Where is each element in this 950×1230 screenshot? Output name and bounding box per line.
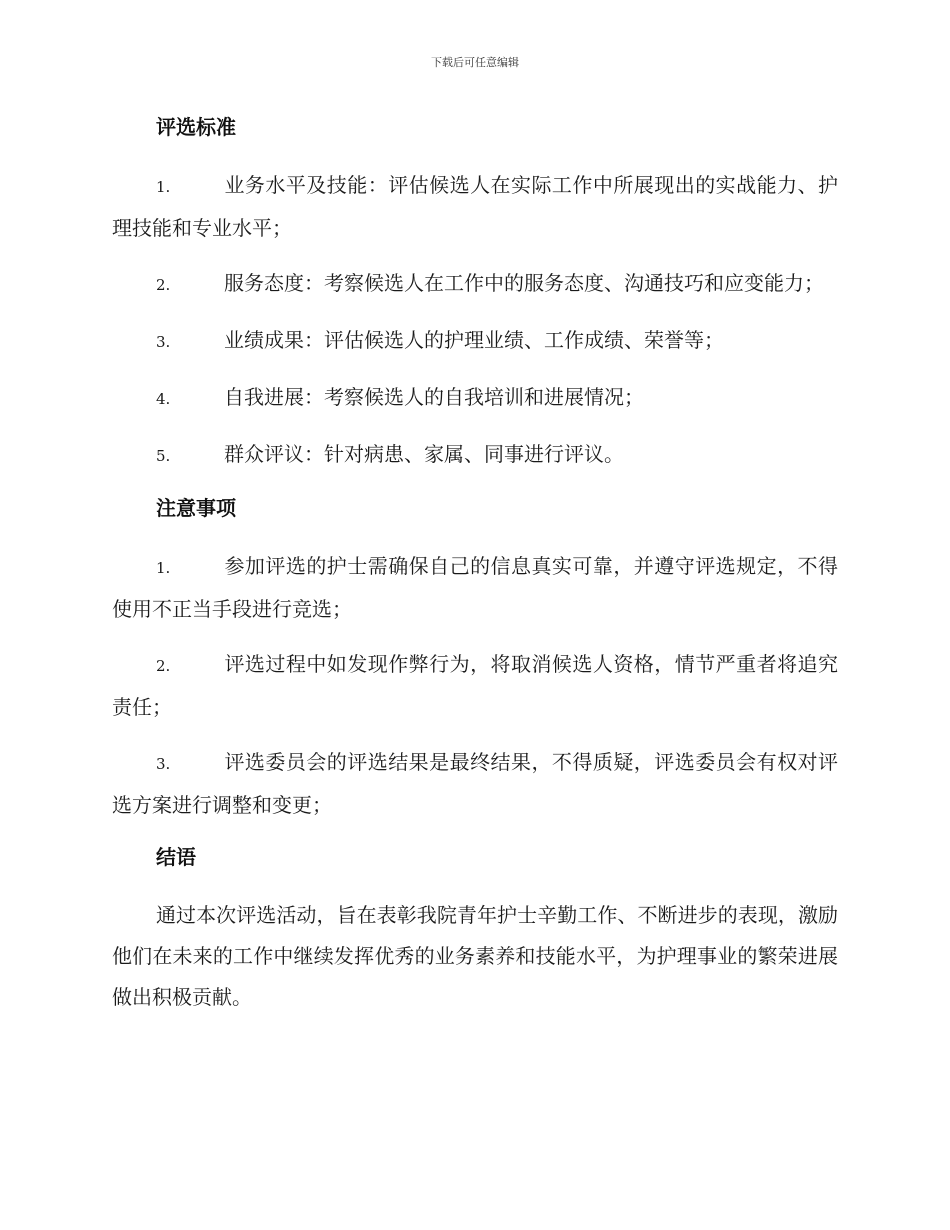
page-header: 下载后可任意编辑 (431, 56, 519, 69)
list-number: 1. (156, 559, 171, 577)
section-heading-notes: 注意事项 (156, 496, 236, 520)
list-text: 服务态度：考察候选人在工作中的服务态度、沟通技巧和应变能力； (224, 271, 824, 295)
section-heading-conclusion: 结语 (156, 845, 196, 869)
list-number: 3. (156, 755, 171, 773)
list-text: 自我进展：考察候选人的自我培训和进展情况； (224, 385, 644, 409)
list-item (112, 742, 838, 826)
list-number: 5. (156, 447, 171, 465)
list-text: 参加评选的护士需确保自己的信息真实可靠，并遵守评选规定，不得使用不正当手段进行竞选； (112, 554, 838, 621)
list-item (112, 546, 838, 630)
list-number: 3. (156, 333, 171, 351)
list-text: 业务水平及技能：评估候选人在实际工作中所展现出的实战能力、护理技能和专业水平； (112, 173, 838, 240)
list-text: 评选委员会的评选结果是最终结果，不得质疑，评选委员会有权对评选方案进行调整和变更； (112, 750, 838, 817)
list-number: 1. (156, 178, 171, 196)
list-number: 2. (156, 657, 171, 675)
list-text: 群众评议：针对病患、家属、同事进行评议。 (224, 442, 624, 466)
list-item (112, 644, 838, 728)
list-item (112, 263, 838, 306)
section-heading-criteria: 评选标准 (156, 115, 236, 139)
list-item (112, 434, 838, 477)
list-text: 评选过程中如发现作弊行为，将取消候选人资格，情节严重者将追究责任； (112, 652, 838, 719)
list-item (112, 377, 838, 420)
list-item (112, 165, 838, 249)
list-number: 4. (156, 390, 171, 408)
document-body (112, 110, 838, 1018)
conclusion-paragraph: 通过本次评选活动，旨在表彰我院青年护士辛勤工作、不断进步的表现，激励他们在未来的工作中继续发挥优秀的业务素养和技能水平，为护理事业的繁荣进展做出积极贡献。 (112, 903, 838, 1009)
list-item (112, 320, 838, 363)
list-number: 2. (156, 276, 171, 294)
list-text: 业绩成果：评估候选人的护理业绩、工作成绩、荣誉等； (224, 328, 724, 352)
